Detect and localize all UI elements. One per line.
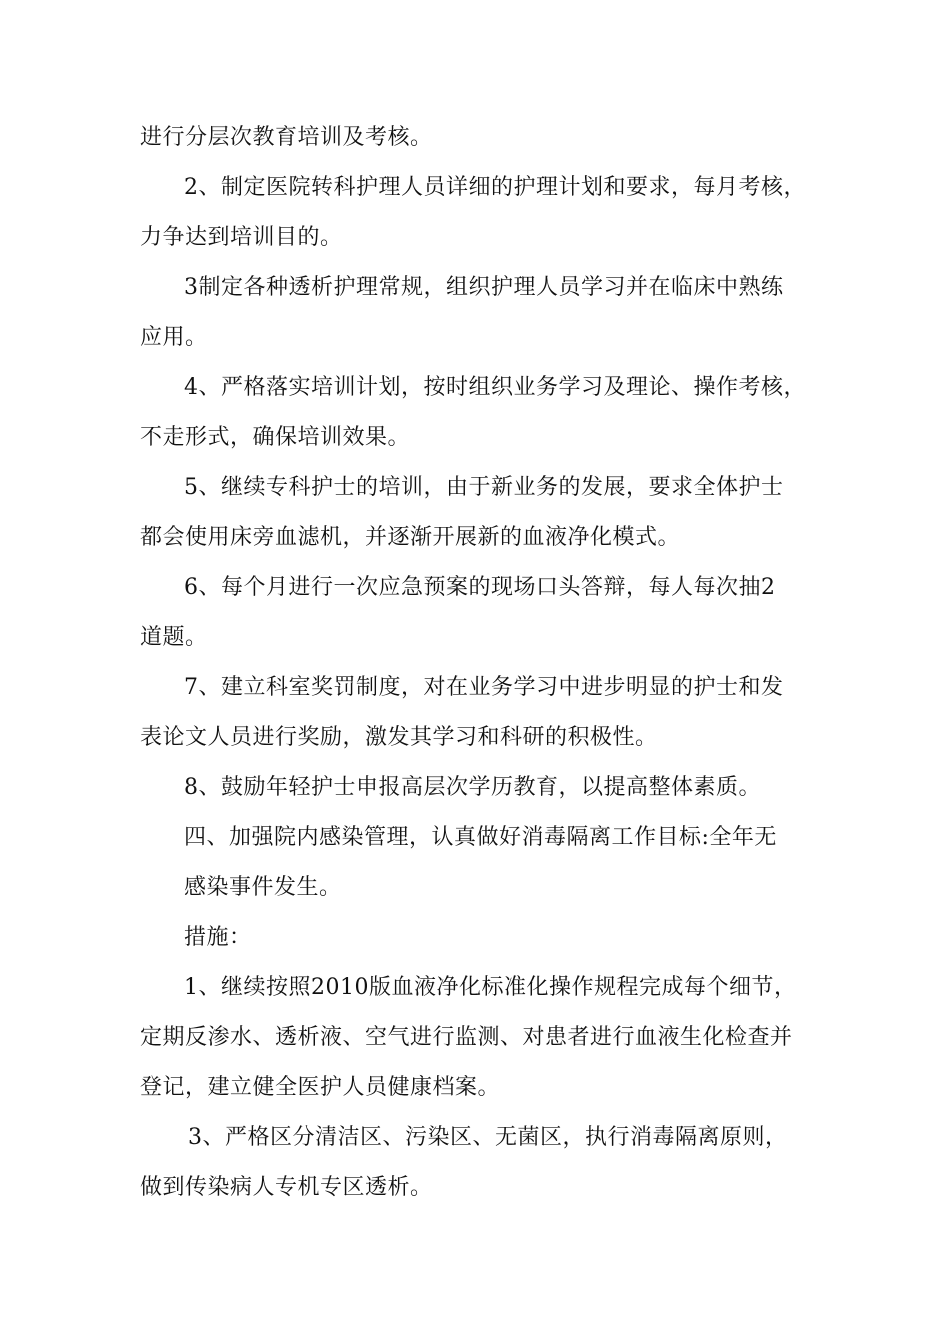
paragraph-line: 应用。 <box>140 325 208 350</box>
paragraph-line: 表论文人员进行奖励，激发其学习和科研的积极性。 <box>140 725 658 750</box>
paragraph-line: 登记，建立健全医护人员健康档案。 <box>140 1075 501 1100</box>
paragraph-line: 4、严格落实培训计划，按时组织业务学习及理论、操作考核， <box>184 375 806 400</box>
paragraph-line: 8、鼓励年轻护士申报高层次学历教育，以提高整体素质。 <box>184 775 761 800</box>
paragraph-line: 做到传染病人专机专区透析。 <box>140 1175 433 1200</box>
paragraph-line: 3、严格区分清洁区、污染区、无菌区，执行消毒隔离原则， <box>188 1125 788 1150</box>
paragraph-line: 3制定各种透析护理常规，组织护理人员学习并在临床中熟练 <box>184 275 784 300</box>
paragraph-line: 力争达到培训目的。 <box>140 225 343 250</box>
paragraph-line: 7、建立科室奖罚制度，对在业务学习中进步明显的护士和发 <box>184 675 784 700</box>
paragraph-line: 5、继续专科护士的培训，由于新业务的发展，要求全体护士 <box>184 475 784 500</box>
section-heading-line: 四、加强院内感染管理，认真做好消毒隔离工作目标:全年无 <box>184 825 777 850</box>
paragraph-line: 6、每个月进行一次应急预案的现场口头答辩，每人每次抽2 <box>184 575 776 600</box>
paragraph-line: 不走形式，确保培训效果。 <box>140 425 411 450</box>
paragraph-line: 都会使用床旁血滤机，并逐渐开展新的血液净化模式。 <box>140 525 681 550</box>
paragraph-line: 2、制定医院转科护理人员详细的护理计划和要求，每月考核， <box>184 175 806 200</box>
paragraph-line: 道题。 <box>140 625 208 650</box>
paragraph-line: 定期反渗水、透析液、空气进行监测、对患者进行血液生化检查并 <box>140 1025 793 1050</box>
paragraph-line: 1、继续按照2010版血液净化标准化操作规程完成每个细节， <box>184 975 797 1000</box>
paragraph-line: 进行分层次教育培训及考核。 <box>140 125 433 150</box>
section-heading-line: 感染事件发生。 <box>184 875 342 900</box>
measures-heading: 措施： <box>184 925 252 950</box>
